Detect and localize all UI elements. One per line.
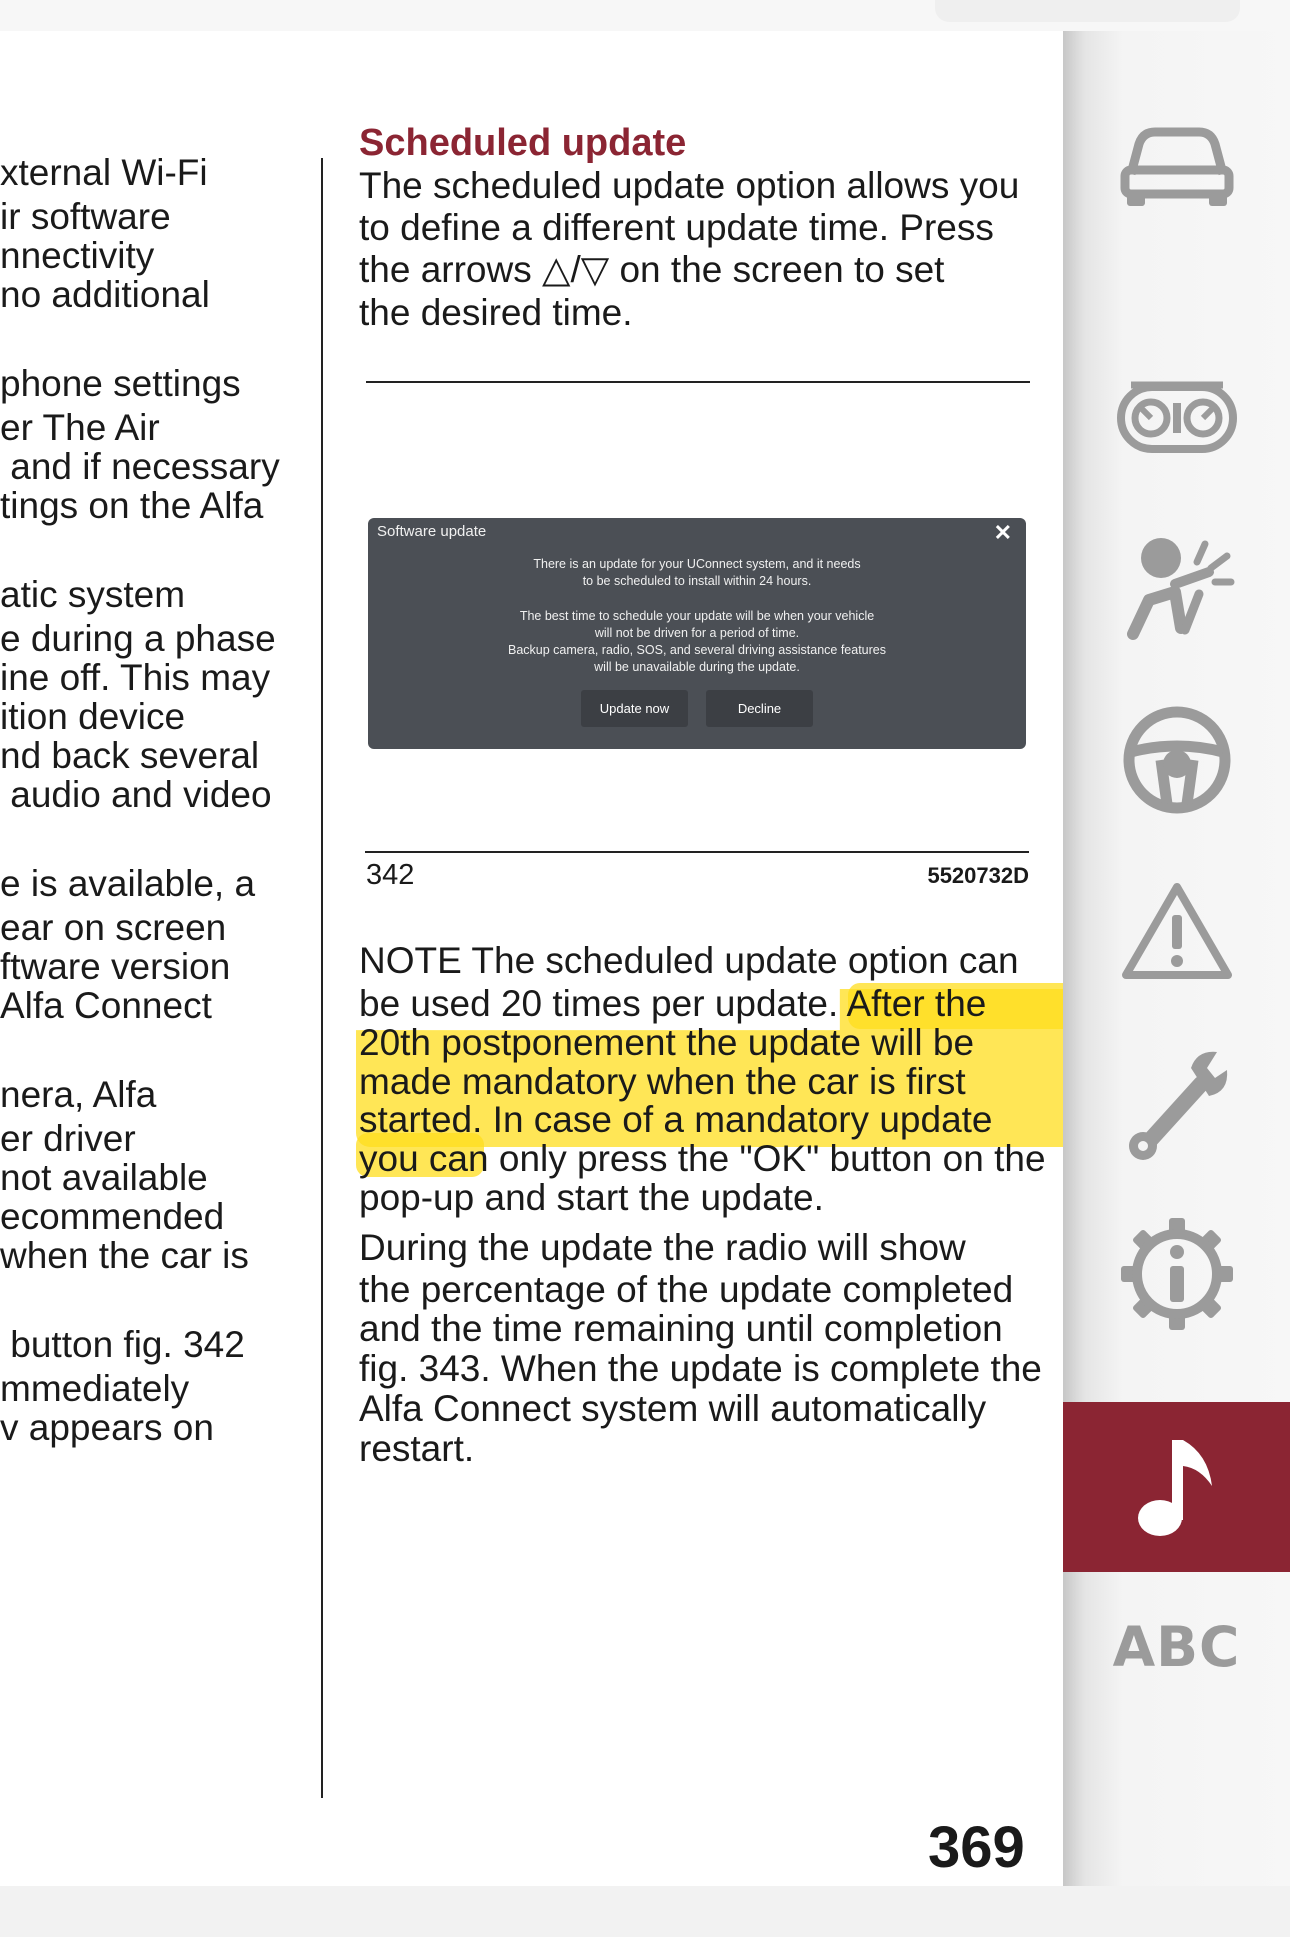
text-line: The scheduled update option allows you xyxy=(359,165,1020,206)
text-line: and if necessary xyxy=(0,446,280,487)
column-divider xyxy=(321,158,323,1798)
index-label: ABC xyxy=(1112,1615,1241,1679)
text-line: NOTE The scheduled update option can xyxy=(359,940,1019,981)
bottom-strip xyxy=(0,1886,1290,1937)
text-line: ine off. This may xyxy=(0,657,271,698)
left-paragraph xyxy=(0,1321,318,1447)
during-update-text xyxy=(359,1225,1046,1469)
gear-info-icon xyxy=(1119,1216,1235,1332)
software-update-dialog-figure xyxy=(368,518,1026,749)
note-section xyxy=(359,937,1046,1469)
figure-rule xyxy=(365,851,1029,853)
dashboard-gauges-icon xyxy=(1117,379,1237,459)
text-line: button fig. 342 xyxy=(0,1324,245,1365)
sidebar-item-driving[interactable] xyxy=(1063,690,1290,830)
steering-wheel-icon xyxy=(1121,704,1233,816)
text-line: e during a phase xyxy=(0,618,276,659)
text-line: not available xyxy=(0,1157,208,1198)
manual-page xyxy=(0,31,1063,1886)
figure-caption xyxy=(365,851,1029,891)
dialog-title: Software update xyxy=(377,523,487,540)
dialog-message-1 xyxy=(368,556,1026,590)
left-paragraph xyxy=(0,860,318,1025)
text-line: atic system xyxy=(0,574,186,615)
wrench-icon xyxy=(1121,1044,1233,1164)
airbag-seat-icon xyxy=(1119,534,1235,644)
text-line: er The Air xyxy=(0,407,160,448)
left-paragraph xyxy=(0,360,318,525)
text-line: audio and video xyxy=(0,774,272,815)
sidebar-item-safety[interactable] xyxy=(1063,519,1290,659)
sidebar-item-technical-data[interactable] xyxy=(1063,1204,1290,1344)
text-line: no additional xyxy=(0,274,210,315)
figure-number: 342 xyxy=(366,859,415,891)
text-line: e is available, a xyxy=(0,863,256,904)
close-icon[interactable]: ✕ xyxy=(993,520,1012,545)
text-line: you can only press the "OK" button on the xyxy=(359,1138,1046,1179)
text-line: made mandatory when the car is first xyxy=(359,1061,966,1102)
text-line: During the update the radio will show xyxy=(359,1227,966,1268)
top-tab xyxy=(935,0,1240,22)
top-strip xyxy=(0,0,1290,31)
text-line: nd back several xyxy=(0,735,260,776)
text-line: ear on screen xyxy=(0,907,227,948)
section-heading: Scheduled update xyxy=(359,122,687,164)
text-line: and the time remaining until completion xyxy=(359,1308,1003,1349)
text-line: the arrows △/▽ on the screen to set xyxy=(359,249,945,290)
text-line: pop-up and start the update. xyxy=(359,1177,824,1218)
sidebar-item-instruments[interactable] xyxy=(1063,349,1290,489)
dialog-message-line: The best time to schedule your update will be when your vehicle xyxy=(519,609,875,623)
text-line: nnectivity xyxy=(0,235,155,276)
car-icon xyxy=(1119,122,1235,212)
left-paragraph xyxy=(0,149,318,314)
text-line: fig. 343. When the update is complete the xyxy=(359,1348,1042,1389)
figure-code: 5520732D xyxy=(927,863,1029,888)
text-line: Alfa Connect xyxy=(0,985,212,1026)
text-line: ecommended xyxy=(0,1196,225,1237)
text-line: Alfa Connect system will automatically xyxy=(359,1388,987,1429)
text-line: when the car is xyxy=(0,1235,249,1276)
sidebar-item-index[interactable] xyxy=(1063,1592,1290,1702)
text-line: the desired time. xyxy=(359,292,633,333)
text-line: phone settings xyxy=(0,363,241,404)
text-line: xternal Wi-Fi xyxy=(0,152,208,193)
text-line: v appears on xyxy=(0,1407,214,1448)
update-now-button[interactable]: Update now xyxy=(581,690,688,727)
text-line: ftware version xyxy=(0,946,231,987)
dialog-message-line: will be unavailable during the update. xyxy=(594,660,800,674)
warning-triangle-icon xyxy=(1120,881,1234,981)
text-line: the percentage of the update completed xyxy=(359,1269,1014,1310)
dialog-message-line: to be scheduled to install within 24 hours. xyxy=(582,574,812,588)
text-line: tings on the Alfa xyxy=(0,485,264,526)
left-paragraph xyxy=(0,1071,318,1275)
section-rule xyxy=(366,381,1030,383)
text-line: to define a different update time. Press xyxy=(359,207,994,248)
sidebar-item-vehicle[interactable] xyxy=(1063,82,1290,252)
dialog-message-line: There is an update for your UConnect system, and it needs xyxy=(533,557,861,571)
dialog-message-line: will not be driven for a period of time. xyxy=(594,626,800,640)
text-line: started. In case of a mandatory update xyxy=(359,1099,993,1140)
text-line: 20th postponement the update will be xyxy=(359,1022,975,1063)
sidebar-item-multimedia[interactable] xyxy=(1063,1402,1290,1572)
dialog-message-line: Backup camera, radio, SOS, and several driving assistance features xyxy=(508,643,886,657)
chapter-sidebar xyxy=(1063,31,1290,1886)
text-line: mmediately xyxy=(0,1368,190,1409)
music-note-icon xyxy=(1132,1432,1222,1542)
text-line: be used 20 times per update. After the xyxy=(359,983,987,1024)
note-text xyxy=(359,937,1046,1217)
sidebar-item-maintenance[interactable] xyxy=(1063,1034,1290,1174)
text-line: ition device xyxy=(0,696,186,737)
dialog-message-2 xyxy=(368,608,1026,676)
sidebar-item-emergency[interactable] xyxy=(1063,861,1290,1001)
left-paragraph xyxy=(0,571,318,814)
text-line: ir software xyxy=(0,196,171,237)
scheduled-update-section xyxy=(359,118,1039,333)
text-line: nera, Alfa xyxy=(0,1074,157,1115)
text-line: restart. xyxy=(359,1428,475,1469)
page-number: 369 xyxy=(928,1815,1025,1880)
left-column xyxy=(0,149,318,1789)
text-line: er driver xyxy=(0,1118,136,1159)
decline-button[interactable]: Decline xyxy=(706,690,813,727)
